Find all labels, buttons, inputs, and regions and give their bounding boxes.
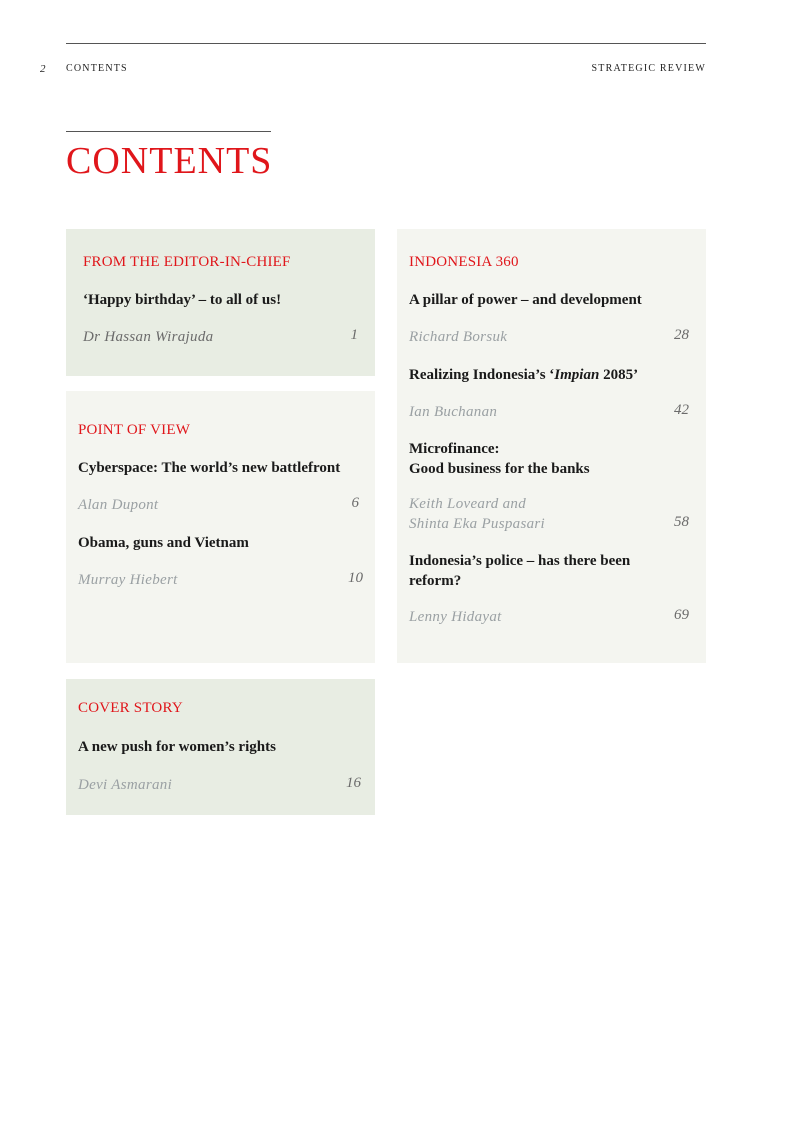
article-title[interactable] bbox=[409, 439, 590, 479]
article-author: Devi Asmarani bbox=[78, 777, 173, 793]
article-page-number[interactable]: 16 bbox=[346, 775, 361, 791]
article-page-number[interactable]: 28 bbox=[674, 327, 689, 343]
section-point-of-view bbox=[66, 391, 375, 663]
section-editor bbox=[66, 229, 375, 376]
running-head-publication: STRATEGIC REVIEW bbox=[591, 63, 706, 74]
section-heading: COVER STORY bbox=[78, 700, 183, 716]
section-cover-story bbox=[66, 679, 375, 815]
article-author: Lenny Hidayat bbox=[409, 609, 502, 625]
article-title[interactable] bbox=[409, 551, 630, 591]
article-title-italic: Impian bbox=[554, 367, 600, 383]
article-title[interactable] bbox=[409, 365, 638, 385]
article-title-line: Good business for the banks bbox=[409, 461, 590, 477]
article-author bbox=[409, 494, 545, 534]
article-page-number[interactable]: 42 bbox=[674, 402, 689, 418]
section-indonesia-360 bbox=[397, 229, 706, 663]
section-heading: FROM THE EDITOR-IN-CHIEF bbox=[83, 254, 291, 270]
article-page-number[interactable]: 10 bbox=[348, 570, 363, 586]
article-title-line: reform? bbox=[409, 573, 462, 589]
article-title[interactable]: Cyberspace: The world’s new battlefront bbox=[78, 460, 341, 476]
section-heading: INDONESIA 360 bbox=[409, 254, 519, 270]
article-title-line: Indonesia’s police – has there been bbox=[409, 553, 631, 569]
article-author-line: Keith Loveard and bbox=[409, 496, 527, 512]
article-author-line: Shinta Eka Puspasari bbox=[409, 516, 545, 532]
article-page-number[interactable]: 1 bbox=[350, 327, 358, 343]
title-rule bbox=[66, 131, 271, 132]
running-head-section: CONTENTS bbox=[66, 63, 128, 74]
article-title-line: Microfinance: bbox=[409, 441, 500, 457]
article-page-number[interactable]: 58 bbox=[674, 514, 689, 530]
article-title[interactable]: A pillar of power – and development bbox=[409, 292, 642, 308]
section-heading: POINT OF VIEW bbox=[78, 422, 191, 438]
page-title: CONTENTS bbox=[66, 140, 273, 182]
article-page-number[interactable]: 6 bbox=[351, 495, 359, 511]
article-author: Richard Borsuk bbox=[409, 329, 508, 345]
article-title[interactable]: ‘Happy birthday’ – to all of us! bbox=[83, 292, 282, 308]
article-author: Alan Dupont bbox=[78, 497, 159, 513]
article-title[interactable]: Obama, guns and Vietnam bbox=[78, 535, 249, 551]
article-title-suffix: 2085’ bbox=[599, 367, 639, 383]
article-title[interactable]: A new push for women’s rights bbox=[78, 739, 276, 755]
article-page-number[interactable]: 69 bbox=[674, 607, 689, 623]
top-rule bbox=[66, 43, 706, 44]
article-author: Murray Hiebert bbox=[78, 572, 178, 588]
page-number: 2 bbox=[40, 63, 46, 75]
article-title-prefix: Realizing Indonesia’s ‘ bbox=[409, 367, 555, 383]
article-author: Ian Buchanan bbox=[409, 404, 498, 420]
article-author: Dr Hassan Wirajuda bbox=[83, 329, 214, 345]
